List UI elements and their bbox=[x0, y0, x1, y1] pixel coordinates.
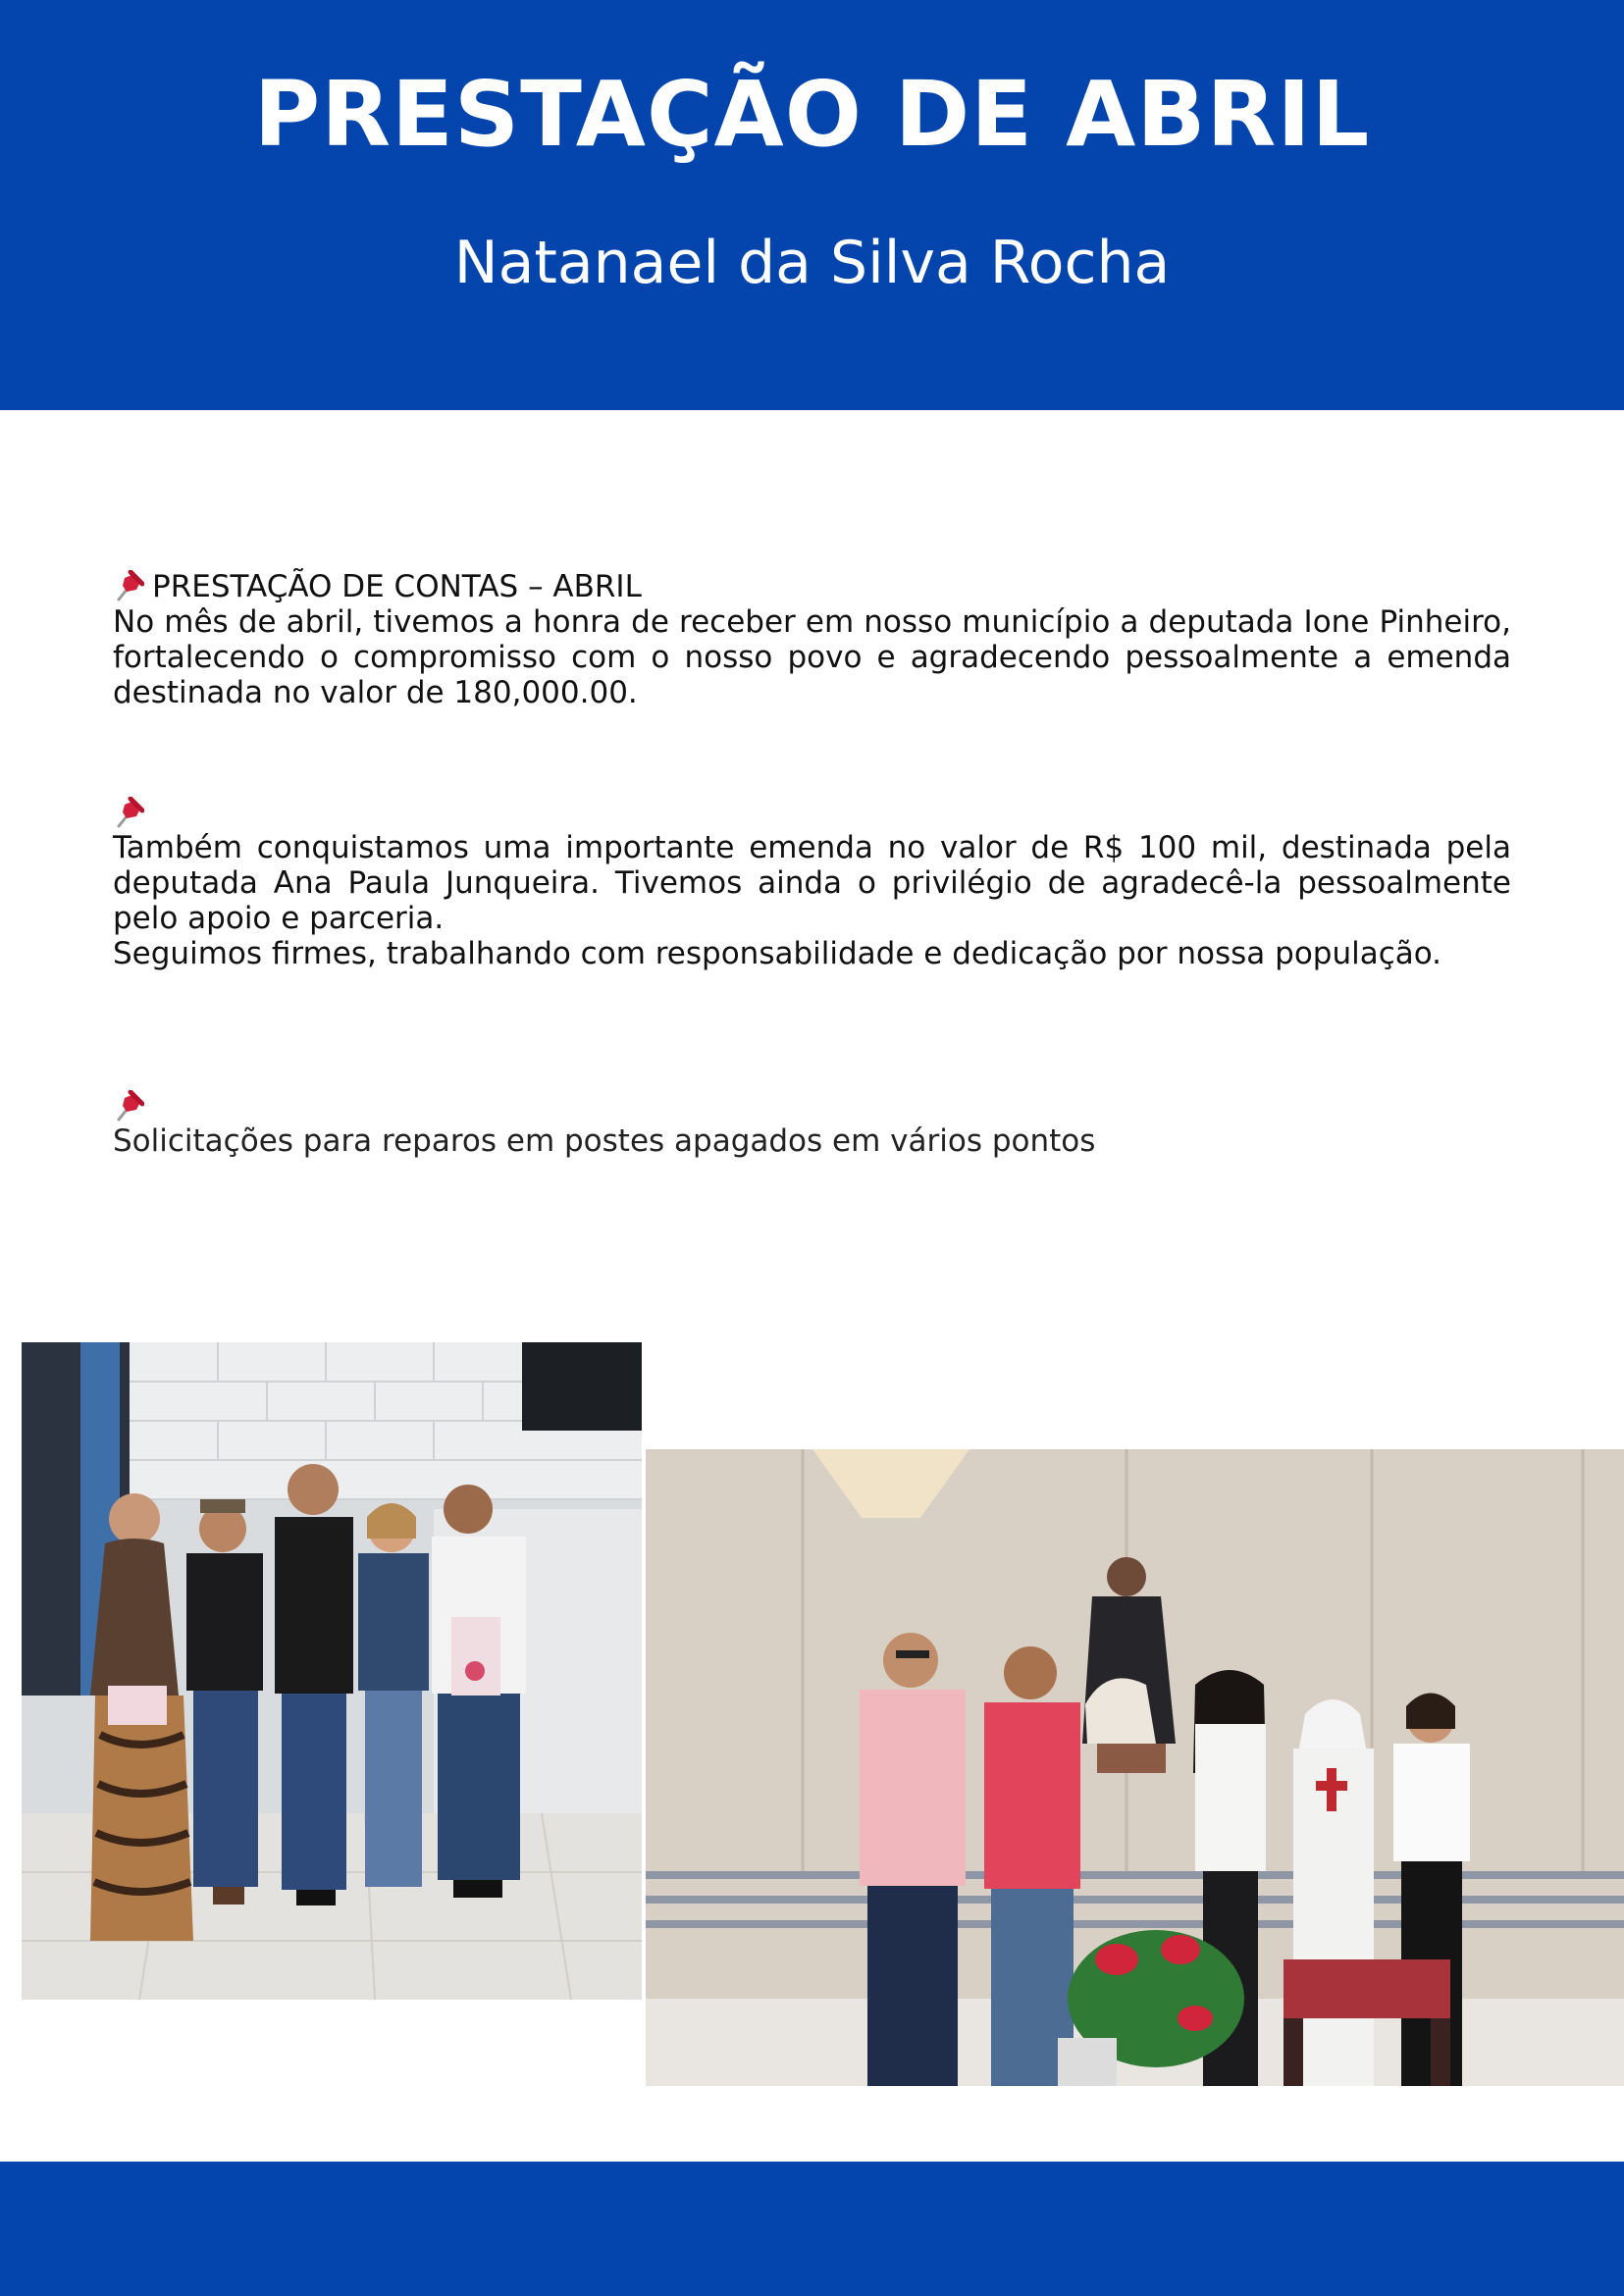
section-requests bbox=[113, 1090, 1511, 1159]
section-paragraph: Também conquistamos uma importante emenda no valor de R$ 100 mil, destinada pela deputada Ana Paula Junqueira. Tivemos ainda o privilégio de agradecê-la pessoalmente pelo apoio e parceria. bbox=[113, 830, 1511, 936]
section-amendment bbox=[113, 797, 1511, 971]
page-title: PRESTAÇÃO DE ABRIL bbox=[253, 62, 1371, 167]
pushpin-icon bbox=[113, 570, 144, 603]
group-photo-right bbox=[646, 1449, 1624, 2086]
pushpin-icon bbox=[113, 797, 144, 830]
group-photo-left bbox=[22, 1342, 642, 2000]
section-paragraph: No mês de abril, tivemos a honra de receber em nosso município a deputada Ione Pinheiro, fortalecendo o compromisso com o nosso povo e agradecendo pessoalmente a emenda destinada no valor de 180,000.00. bbox=[113, 604, 1511, 710]
author-name: Natanael da Silva Rocha bbox=[453, 229, 1171, 297]
section-accounts bbox=[113, 569, 1511, 710]
header-banner bbox=[0, 0, 1624, 410]
pushpin-icon bbox=[113, 1090, 144, 1123]
footer-banner bbox=[0, 2162, 1624, 2296]
section-paragraph: Solicitações para reparos em postes apagados em vários pontos bbox=[113, 1123, 1096, 1159]
section-paragraph: Seguimos firmes, trabalhando com responsabilidade e dedicação por nossa população. bbox=[113, 936, 1442, 971]
section-heading: PRESTAÇÃO DE CONTAS – ABRIL bbox=[152, 569, 642, 604]
